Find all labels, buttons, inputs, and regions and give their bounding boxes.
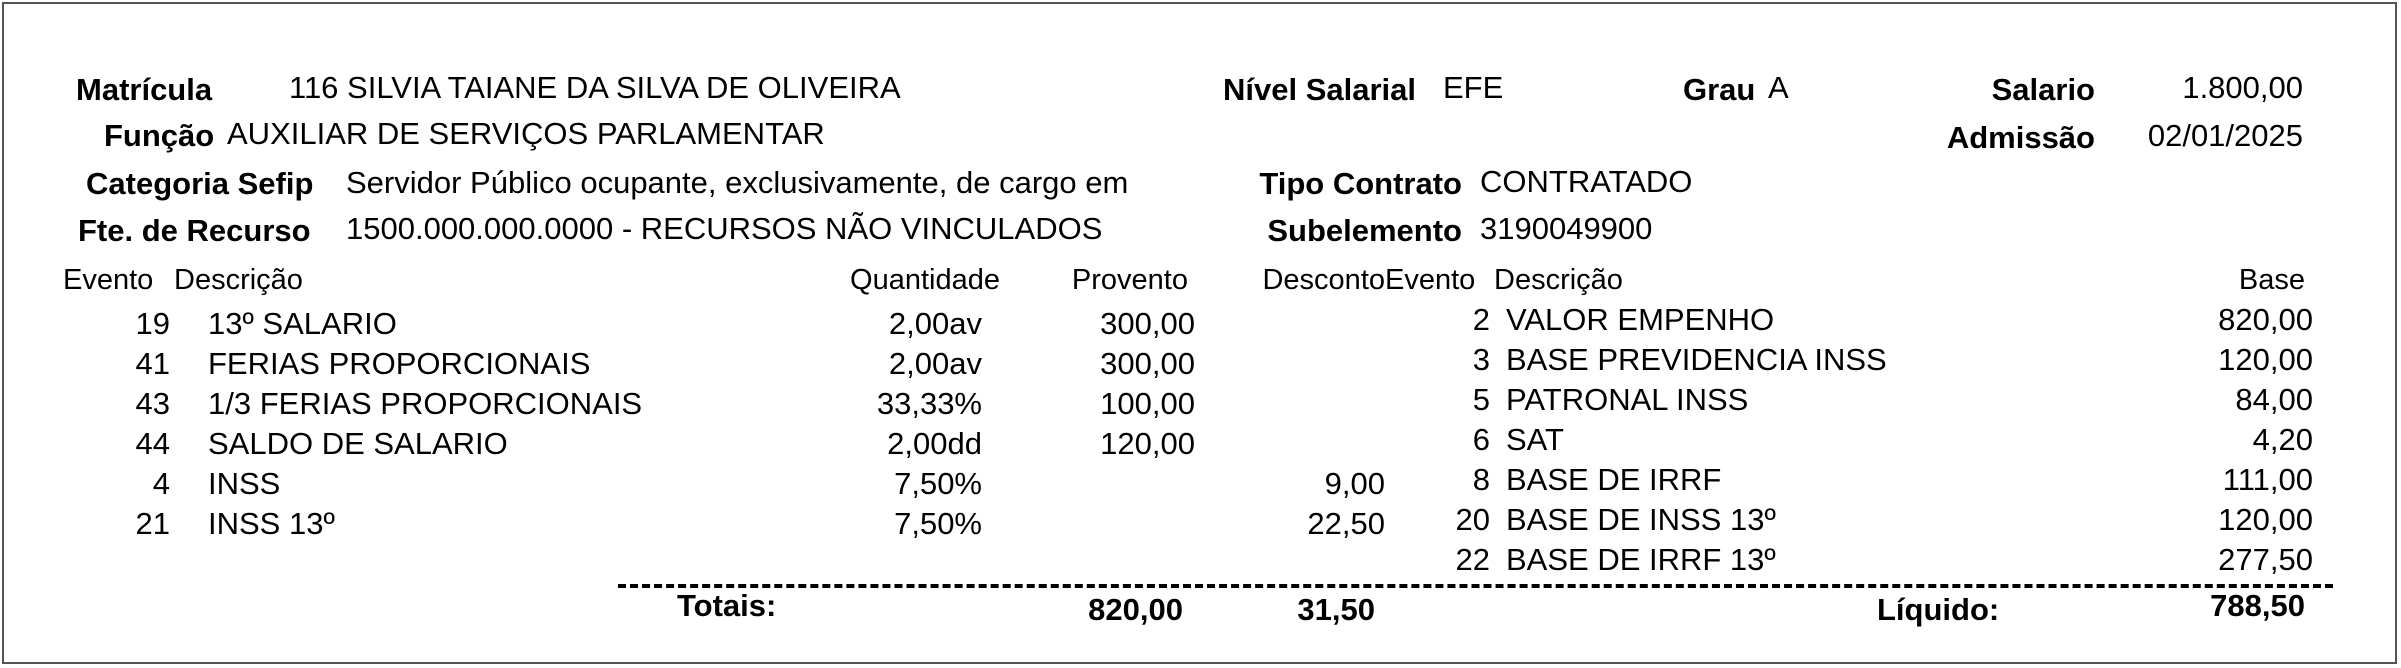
subelemento-value: 3190049900 — [1480, 211, 1653, 246]
cell-provento: 300,00 — [1100, 306, 1195, 341]
cell-quantidade: 7,50% — [894, 466, 982, 501]
cell-evento: 2 — [1472, 302, 1490, 337]
admissao-value: 02/01/2025 — [2147, 118, 2303, 153]
nivel-label: Nível Salarial — [1223, 72, 1417, 107]
subelemento-label: Subelemento — [1267, 213, 1462, 248]
cell-descricao: VALOR EMPENHO — [1506, 302, 1775, 337]
funcao-label: Função — [104, 118, 215, 153]
cell-descricao: SALDO DE SALARIO — [208, 426, 508, 461]
salario-value: 1.800,00 — [2182, 70, 2303, 105]
totals-label: Totais: — [677, 588, 777, 623]
header-provento: Provento — [1071, 264, 1188, 296]
cell-evento: 22 — [1455, 542, 1490, 577]
header-descricao-left: Descrição — [174, 264, 303, 296]
header-desconto: Desconto — [1262, 264, 1385, 296]
cell-evento: 8 — [1472, 462, 1490, 497]
cell-descricao: BASE PREVIDENCIA INSS — [1506, 342, 1887, 377]
salario-label: Salario — [1991, 72, 2095, 107]
liquido-value: 788,50 — [2210, 588, 2305, 623]
cell-descricao: BASE DE IRRF — [1506, 462, 1722, 497]
cell-descricao: PATRONAL INSS — [1506, 382, 1749, 417]
tipo-contrato-value: CONTRATADO — [1480, 164, 1693, 199]
cell-evento: 44 — [135, 426, 170, 461]
cell-provento: 100,00 — [1100, 386, 1195, 421]
header-evento-left: Evento — [63, 264, 154, 296]
cell-evento: 5 — [1472, 382, 1490, 417]
cell-base: 120,00 — [2218, 502, 2313, 537]
nivel-value: EFE — [1443, 70, 1504, 105]
fonte-value: 1500.000.000.0000 - RECURSOS NÃO VINCULADOS — [346, 211, 1103, 246]
cell-descricao: FERIAS PROPORCIONAIS — [208, 346, 591, 381]
cell-descricao: SAT — [1506, 422, 1564, 457]
header-quantidade: Quantidade — [850, 264, 1000, 296]
matricula-value: 116 SILVIA TAIANE DA SILVA DE OLIVEIRA — [289, 70, 901, 105]
cell-evento: 19 — [135, 306, 170, 341]
cell-descricao: 13º SALARIO — [208, 306, 397, 341]
cell-provento: 120,00 — [1100, 426, 1195, 461]
matricula-label: Matrícula — [76, 72, 213, 107]
cell-descricao: INSS — [208, 466, 281, 501]
cell-descricao: INSS 13º — [208, 506, 335, 541]
cell-base: 277,50 — [2218, 542, 2313, 577]
categoria-value: Servidor Público ocupante, exclusivamente, de cargo em — [346, 165, 1129, 200]
header-base: Base — [2238, 264, 2305, 296]
cell-quantidade: 2,00av — [888, 306, 982, 341]
fonte-label: Fte. de Recurso — [78, 213, 311, 248]
cell-descricao: BASE DE INSS 13º — [1506, 502, 1776, 537]
cell-quantidade: 7,50% — [894, 506, 982, 541]
categoria-label: Categoria Sefip — [86, 166, 314, 201]
cell-base: 120,00 — [2218, 342, 2313, 377]
cell-quantidade: 2,00dd — [887, 426, 982, 461]
cell-evento: 6 — [1472, 422, 1490, 457]
cell-base: 111,00 — [2222, 462, 2313, 497]
cell-evento: 4 — [152, 466, 170, 501]
header-evento-right: Evento — [1385, 264, 1476, 296]
cell-provento: 300,00 — [1100, 346, 1195, 381]
grau-label: Grau — [1683, 72, 1756, 107]
admissao-label: Admissão — [1946, 120, 2095, 155]
tipo-contrato-label: Tipo Contrato — [1259, 166, 1462, 201]
grau-value: A — [1768, 70, 1789, 105]
cell-evento: 41 — [135, 346, 170, 381]
cell-descricao: 1/3 FERIAS PROPORCIONAIS — [208, 386, 643, 421]
liquido-label: Líquido: — [1877, 592, 2000, 627]
cell-evento: 21 — [135, 506, 170, 541]
funcao-value: AUXILIAR DE SERVIÇOS PARLAMENTAR — [227, 116, 825, 151]
cell-evento: 3 — [1472, 342, 1490, 377]
totals-separator — [618, 584, 2333, 588]
cell-quantidade: 2,00av — [888, 346, 982, 381]
cell-descricao: BASE DE IRRF 13º — [1506, 542, 1776, 577]
cell-base: 820,00 — [2218, 302, 2313, 337]
cell-evento: 20 — [1455, 502, 1490, 537]
cell-evento: 43 — [135, 386, 170, 421]
cell-desconto: 9,00 — [1324, 466, 1385, 501]
cell-quantidade: 33,33% — [876, 386, 982, 421]
cell-desconto: 22,50 — [1307, 506, 1385, 541]
header-descricao-right: Descrição — [1494, 264, 1623, 296]
totals-provento: 820,00 — [1088, 592, 1183, 627]
cell-base: 4,20 — [2252, 422, 2313, 457]
cell-base: 84,00 — [2235, 382, 2313, 417]
totals-desconto: 31,50 — [1297, 592, 1375, 627]
